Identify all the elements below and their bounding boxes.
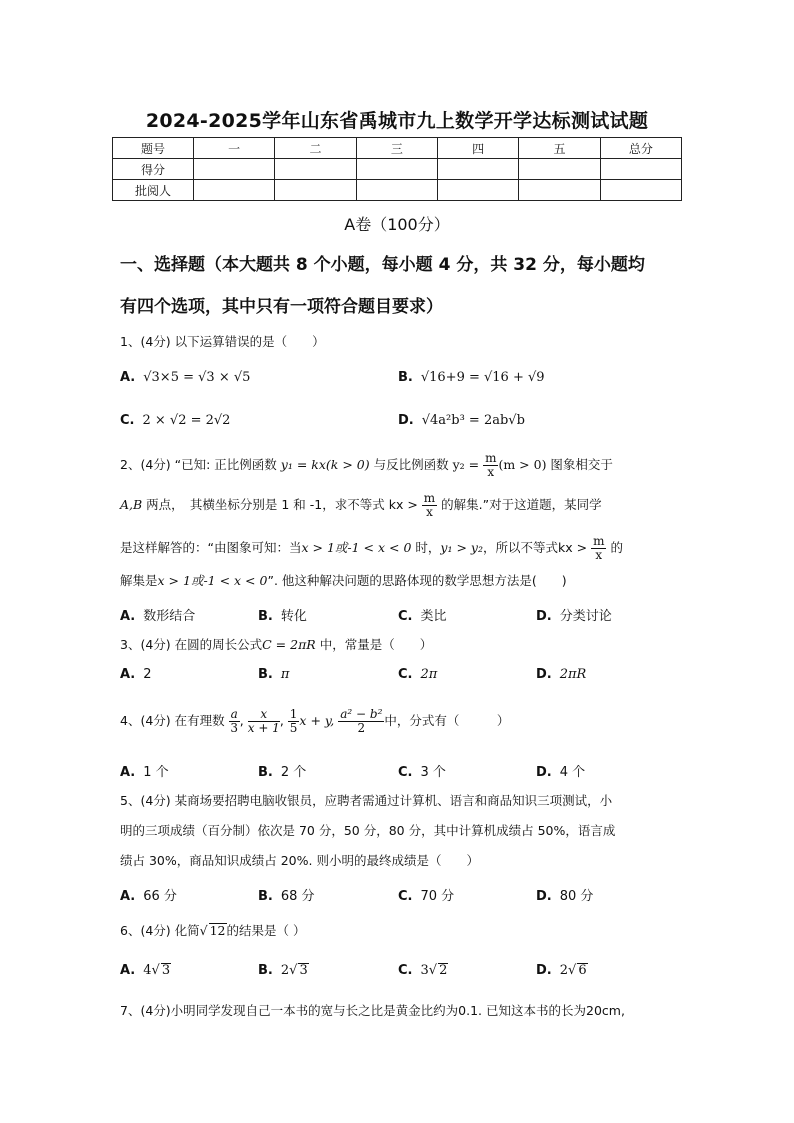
option-radicand: 3 <box>299 963 308 978</box>
option-coefficient: 2 <box>280 963 290 978</box>
q5-option-c[interactable] <box>398 885 454 904</box>
q5-line1: 5、(4分) 某商场要招聘电脑收银员，应聘者需通过计算机、语言和商品知识三项测试，小 <box>120 793 613 808</box>
option-text: 66 分 <box>143 889 177 904</box>
part1-heading-line2: 有四个选项，其中只有一项符合题目要求） <box>120 297 443 317</box>
fraction-denominator: x <box>595 548 603 562</box>
fraction-denominator: x <box>426 505 433 519</box>
score-cell[interactable] <box>194 159 275 180</box>
score-header-cell: 二 <box>275 138 356 159</box>
q3-option-b[interactable] <box>258 667 289 682</box>
fraction-numerator: m <box>485 451 497 465</box>
option-text: 4 个 <box>559 765 586 780</box>
q1-option-d[interactable] <box>398 413 525 428</box>
q2-formula: y₂ = <box>452 457 480 472</box>
exam-title: 2024-2025学年山东省禹城市九上数学开学达标测试试题 <box>145 110 649 132</box>
q4-text: 4、(4分) 在有理数 <box>120 713 225 728</box>
option-label: A. <box>120 889 136 904</box>
section-a-title: A卷（100分） <box>344 215 450 234</box>
option-label: C. <box>398 667 413 682</box>
score-cell[interactable] <box>437 180 518 201</box>
q2-option-d[interactable] <box>536 605 612 624</box>
score-cell[interactable] <box>600 159 681 180</box>
q2-option-b[interactable] <box>258 605 307 624</box>
q5-option-a[interactable] <box>120 885 177 904</box>
score-header-cell: 五 <box>519 138 600 159</box>
q2-formula: x > 1或-1 < x < 0 <box>301 540 412 555</box>
score-cell[interactable] <box>519 159 600 180</box>
score-table-header-row <box>113 138 682 159</box>
q3-text: 3、(4分) 在圆的周长公式 <box>120 637 263 652</box>
option-label: A. <box>120 765 136 780</box>
q3-option-a[interactable] <box>120 667 152 682</box>
fraction-numerator: m <box>593 534 605 548</box>
q6-text: 6、(4分) 化简 <box>120 923 200 938</box>
q2-text: 时， <box>411 540 441 555</box>
option-label: B. <box>258 609 273 624</box>
option-label: A. <box>120 370 136 385</box>
score-cell[interactable] <box>519 180 600 201</box>
score-header-cell: 题号 <box>113 138 194 159</box>
q6-option-b[interactable]: B. 2√ 3 <box>258 963 308 978</box>
q2-text: 2、(4分) “已知: 正比例函数 <box>120 457 281 472</box>
q6-radicand: 12 <box>209 923 226 938</box>
q6-option-d[interactable]: D. 2√ 6 <box>536 963 587 978</box>
score-cell[interactable] <box>437 159 518 180</box>
option-label: B. <box>398 370 413 385</box>
q2-points: A,B <box>120 497 143 512</box>
fraction-numerator: a² − b² <box>340 707 383 721</box>
q6-text: 的结果是（ ） <box>226 923 306 938</box>
q3-formula: C = 2πR <box>262 637 316 652</box>
option-label: A. <box>120 667 136 682</box>
option-text: 分类讨论 <box>559 609 612 624</box>
q4-fraction-4 <box>338 708 384 735</box>
option-text: √16+9 = √16 + √9 <box>420 370 545 385</box>
fraction-numerator: a <box>230 707 238 721</box>
fraction-denominator: 5 <box>289 721 298 735</box>
option-radicand: 6 <box>578 963 587 978</box>
score-row-label: 得分 <box>113 159 194 180</box>
score-cell[interactable] <box>275 159 356 180</box>
q1-stem: 1、(4分) 以下运算错误的是（ ） <box>120 334 325 349</box>
option-text: 70 分 <box>420 889 455 904</box>
q4-fraction-1 <box>229 708 240 735</box>
score-cell[interactable] <box>356 180 437 201</box>
option-label: A. <box>120 963 136 978</box>
q4-option-b[interactable] <box>258 761 306 780</box>
q3-option-d[interactable] <box>536 667 586 682</box>
q6-option-c[interactable]: C. 3√ 2 <box>398 963 448 978</box>
fraction-denominator: x + 1 <box>247 721 280 735</box>
q5-line3: 绩占 30%，商品知识成绩占 20%. 则小明的最终成绩是（ ） <box>120 853 479 868</box>
option-text: 68 分 <box>280 889 315 904</box>
q2-line4 <box>120 570 680 592</box>
option-text: 转化 <box>280 609 307 624</box>
q2-option-a[interactable] <box>120 605 195 624</box>
option-text: 2 个 <box>280 765 307 780</box>
option-label: B. <box>258 889 273 904</box>
option-text: 1 个 <box>143 765 169 780</box>
q5-option-d[interactable] <box>536 885 593 904</box>
option-label: B. <box>258 765 273 780</box>
option-label: C. <box>398 765 413 780</box>
option-label: D. <box>536 667 552 682</box>
fraction-denominator: 2 <box>357 721 366 735</box>
q2-line3 <box>120 535 680 562</box>
option-text: 2π <box>420 667 438 682</box>
option-text: √4a²b³ = 2ab√b <box>421 413 525 428</box>
score-table-row <box>113 159 682 180</box>
option-label: D. <box>536 963 552 978</box>
q2-text: ，所以不等式kx > <box>483 540 588 555</box>
option-text: 类比 <box>420 609 447 624</box>
q2-line1 <box>120 452 680 479</box>
option-text: 80 分 <box>559 889 594 904</box>
option-label: D. <box>536 765 552 780</box>
q2-text: 是这样解答的：“由图象可知：当 <box>120 540 302 555</box>
q4-option-d[interactable] <box>536 761 585 780</box>
q2-text: 解集是 <box>120 573 158 588</box>
option-label: D. <box>536 889 552 904</box>
score-header-cell: 四 <box>437 138 518 159</box>
score-table-row <box>113 180 682 201</box>
option-text: √3×5 = √3 × √5 <box>143 370 251 385</box>
q6-option-a[interactable]: A. 4√ 3 <box>120 963 171 978</box>
q2-text: 图象相交于 <box>546 457 613 472</box>
option-label: D. <box>398 413 414 428</box>
option-label: C. <box>398 889 413 904</box>
q1-option-c[interactable] <box>120 413 230 428</box>
q4-option-c[interactable] <box>398 761 446 780</box>
option-text: 3 个 <box>420 765 446 780</box>
option-label: C. <box>398 963 413 978</box>
q5-line2: 明的三项成绩（百分制）依次是 70 分，50 分，80 分，其中计算机成绩占 50%，语言成 <box>120 823 616 838</box>
fraction-denominator: 3 <box>230 721 239 735</box>
score-cell[interactable] <box>194 180 275 201</box>
option-text: 数形结合 <box>143 609 196 624</box>
score-row-label: 批阅人 <box>113 180 194 201</box>
q4-expression: x + y, <box>299 713 335 728</box>
q2-fraction <box>591 535 606 562</box>
q3-stem <box>120 634 680 656</box>
score-header-cell: 三 <box>356 138 437 159</box>
q1-option-b[interactable] <box>398 370 545 385</box>
score-table <box>112 137 682 201</box>
q2-formula: y₁ > y₂ <box>440 540 483 555</box>
option-text: 2 <box>143 667 152 682</box>
option-text: 2 × √2 = 2√2 <box>142 413 231 428</box>
fraction-numerator: m <box>423 491 436 505</box>
q1-option-a[interactable] <box>120 370 250 385</box>
option-coefficient: 4 <box>143 963 152 978</box>
score-header-cell: 一 <box>194 138 275 159</box>
score-cell[interactable] <box>356 159 437 180</box>
q7-stem: 7、(4分)小明同学发现自己一本书的宽与长之比是黄金比约为0.1. 已知这本书的长为20cm, <box>120 1003 625 1018</box>
score-cell[interactable] <box>600 180 681 201</box>
q2-option-c[interactable] <box>398 605 447 624</box>
option-coefficient: 3 <box>420 963 429 978</box>
option-label: B. <box>258 963 273 978</box>
q3-option-c[interactable] <box>398 667 437 682</box>
option-coefficient: 2 <box>559 963 569 978</box>
q4-fraction-3 <box>288 708 300 735</box>
q2-text: 的解集.”对于这道题，某同学 <box>437 497 602 512</box>
q2-formula: (m > 0) <box>498 457 547 472</box>
option-radicand: 3 <box>161 963 171 978</box>
option-label: D. <box>536 609 552 624</box>
q4-option-a[interactable] <box>120 761 169 780</box>
fraction-numerator: 1 <box>289 707 298 721</box>
q2-formula: x > 1或-1 < x < 0 <box>157 573 268 588</box>
q4-stem: 4、(4分) 在有理数 $\frac{a}{3}$ , $\frac{x}{x + 1}$ , $\frac{1}{5}$ x + y, $\frac{\text{a² − b²}}{2}$ 中，分式有（ ） <box>120 707 510 735</box>
score-cell[interactable] <box>275 180 356 201</box>
q4-text: 中，分式有（ ） <box>384 713 510 728</box>
q2-text: 的 <box>606 540 623 555</box>
part1-heading-line1: 一、选择题（本大题共 8 个小题，每小题 4 分，共 32 分，每小题均 <box>120 255 645 275</box>
option-text: π <box>280 667 290 682</box>
q2-fraction <box>422 492 437 519</box>
q2-line2 <box>120 492 680 519</box>
fraction-denominator: x <box>487 465 495 479</box>
option-label: A. <box>120 609 136 624</box>
option-label: C. <box>120 413 135 428</box>
fraction-numerator: x <box>248 708 280 722</box>
option-label: C. <box>398 609 413 624</box>
score-header-cell: 总分 <box>600 138 681 159</box>
q6-stem: 6、(4分) 化简√ 12的结果是（ ） <box>120 923 306 938</box>
q2-text: 与反比例函数 <box>369 457 453 472</box>
option-radicand: 2 <box>439 963 448 978</box>
q4-fraction-2 <box>248 708 280 735</box>
q2-fraction <box>483 452 498 479</box>
q2-formula: y₁ = kx(k > 0) <box>280 457 370 472</box>
q2-text: 两点， 其横坐标分别是 1 和 -1，求不等式 kx > <box>142 497 418 512</box>
q3-text: 中，常量是（ ） <box>315 637 433 652</box>
option-text: 2πR <box>559 667 587 682</box>
option-label: B. <box>258 667 273 682</box>
q2-text: ”. 他这种解决问题的思路体现的数学思想方法是( ) <box>267 573 567 588</box>
q5-option-b[interactable] <box>258 885 315 904</box>
